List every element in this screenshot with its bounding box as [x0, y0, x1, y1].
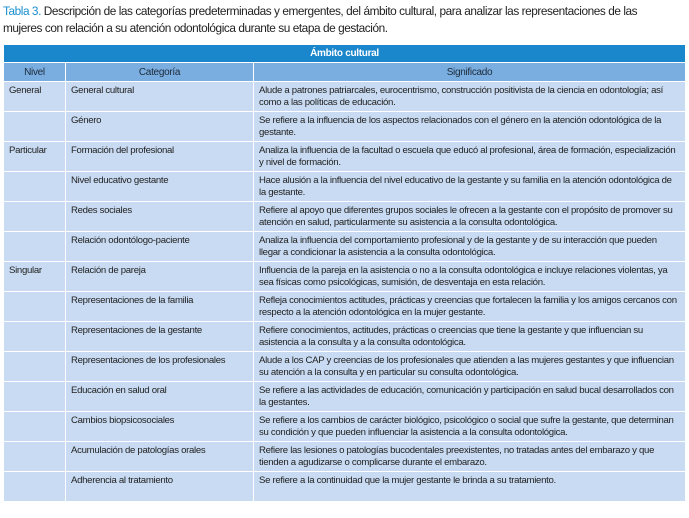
- cell-categoria: Redes sociales: [66, 202, 254, 232]
- table-row: [4, 112, 686, 142]
- cell-nivel: Singular: [4, 262, 66, 292]
- cell-categoria: Representaciones de la familia: [66, 292, 254, 322]
- table-row: [4, 142, 686, 172]
- table-row: [4, 382, 686, 412]
- cell-categoria: Representaciones de la gestante: [66, 322, 254, 352]
- cell-significado: Se refiere a las actividades de educación, comunicación y participación en salud bucal desarrollados con la gestantes.: [254, 382, 686, 412]
- table-row: [4, 292, 686, 322]
- cell-nivel: [4, 322, 66, 352]
- cell-nivel: [4, 472, 66, 502]
- cell-nivel: [4, 442, 66, 472]
- cell-significado: Alude a patrones patriarcales, eurocentrismo, construcción positivista de la ciencia en odontología; así como a las políticas de educación.: [254, 82, 686, 112]
- cell-significado: Analiza la influencia del comportamiento profesional y de la gestante y de su interacción que pueden llegar a condicionar la asistencia a la consulta odontológica.: [254, 232, 686, 262]
- table-caption: [3, 3, 666, 37]
- cell-categoria: General cultural: [66, 82, 254, 112]
- cell-nivel: General: [4, 82, 66, 112]
- cell-categoria: Nivel educativo gestante: [66, 172, 254, 202]
- cell-nivel: [4, 292, 66, 322]
- table-row: [4, 172, 686, 202]
- table-row: [4, 82, 686, 112]
- table-row: [4, 412, 686, 442]
- table-row: [4, 352, 686, 382]
- cell-categoria: Educación en salud oral: [66, 382, 254, 412]
- cell-significado: Hace alusión a la influencia del nivel educativo de la gestante y su familia en la atención odontológica de la gestante.: [254, 172, 686, 202]
- cell-nivel: [4, 112, 66, 142]
- table-row: [4, 442, 686, 472]
- cell-significado: Analiza la influencia de la facultad o escuela que educó al profesional, área de formación, especialización y nivel de formación.: [254, 142, 686, 172]
- cell-nivel: [4, 172, 66, 202]
- cell-nivel: [4, 412, 66, 442]
- cultural-scope-table: [3, 44, 686, 502]
- cell-significado: Se refiere a los cambios de carácter biológico, psicológico o social que sufre la gestante, que determinan su condición y que pueden influenciar la asistencia a la consulta odontológica.: [254, 412, 686, 442]
- cell-nivel: [4, 352, 66, 382]
- cell-categoria: Cambios biopsicosociales: [66, 412, 254, 442]
- table-row: [4, 232, 686, 262]
- cell-significado: Se refiere a la continuidad que la mujer gestante le brinda a su tratamiento.: [254, 472, 686, 502]
- cell-categoria: Representaciones de los profesionales: [66, 352, 254, 382]
- table-title: Ámbito cultural: [4, 45, 686, 63]
- cell-nivel: [4, 202, 66, 232]
- header-categoria: Categoría: [66, 63, 254, 82]
- table-row: [4, 472, 686, 502]
- header-nivel: Nivel: [4, 63, 66, 82]
- cell-categoria: Relación de pareja: [66, 262, 254, 292]
- header-significado: Significado: [254, 63, 686, 82]
- cell-significado: Refiere las lesiones o patologías bucodentales preexistentes, no tratadas antes del embarazo y que tienden a agudizarse o complicarse durante el embarazo.: [254, 442, 686, 472]
- cell-categoria: Formación del profesional: [66, 142, 254, 172]
- cell-significado: Alude a los CAP y creencias de los profesionales que atienden a las mujeres gestantes y que influencian su atención a la consulta y en particular su consulta odontológica.: [254, 352, 686, 382]
- table-row: [4, 202, 686, 232]
- cell-significado: Refleja conocimientos actitudes, prácticas y creencias que fortalecen la familia y los amigos cercanos con respecto a la atención odontológica en la mujer gestante.: [254, 292, 686, 322]
- cell-significado: Refiere conocimientos, actitudes, prácticas o creencias que tiene la gestante y que influencian su asistencia a la consulta y a la consulta odontológica.: [254, 322, 686, 352]
- cell-categoria: Adherencia al tratamiento: [66, 472, 254, 502]
- cell-significado: Influencia de la pareja en la asistencia o no a la consulta odontológica e incluye relaciones violentas, ya sea físicas como psicológicas, sumisión, de desventaja en esta relación.: [254, 262, 686, 292]
- table-row: [4, 322, 686, 352]
- cell-categoria: Relación odontólogo-paciente: [66, 232, 254, 262]
- table-row: [4, 262, 686, 292]
- cell-nivel: [4, 232, 66, 262]
- table-label: Tabla 3.: [3, 4, 41, 18]
- cell-nivel: Particular: [4, 142, 66, 172]
- cell-categoria: Género: [66, 112, 254, 142]
- cell-significado: Se refiere a la influencia de los aspectos relacionados con el género en la atención odontológica de la gestante.: [254, 112, 686, 142]
- cell-categoria: Acumulación de patologías orales: [66, 442, 254, 472]
- caption-text: Descripción de las categorías predeterminadas y emergentes, del ámbito cultural, para analizar las representaciones de las mujeres con relación a su atención odontológica durante su etapa de gestación.: [3, 4, 638, 35]
- cell-significado: Refiere al apoyo que diferentes grupos sociales le ofrecen a la gestante con el propósito de promover su atención en salud, particularmente su asistencia a la consulta odontológica.: [254, 202, 686, 232]
- cell-nivel: [4, 382, 66, 412]
